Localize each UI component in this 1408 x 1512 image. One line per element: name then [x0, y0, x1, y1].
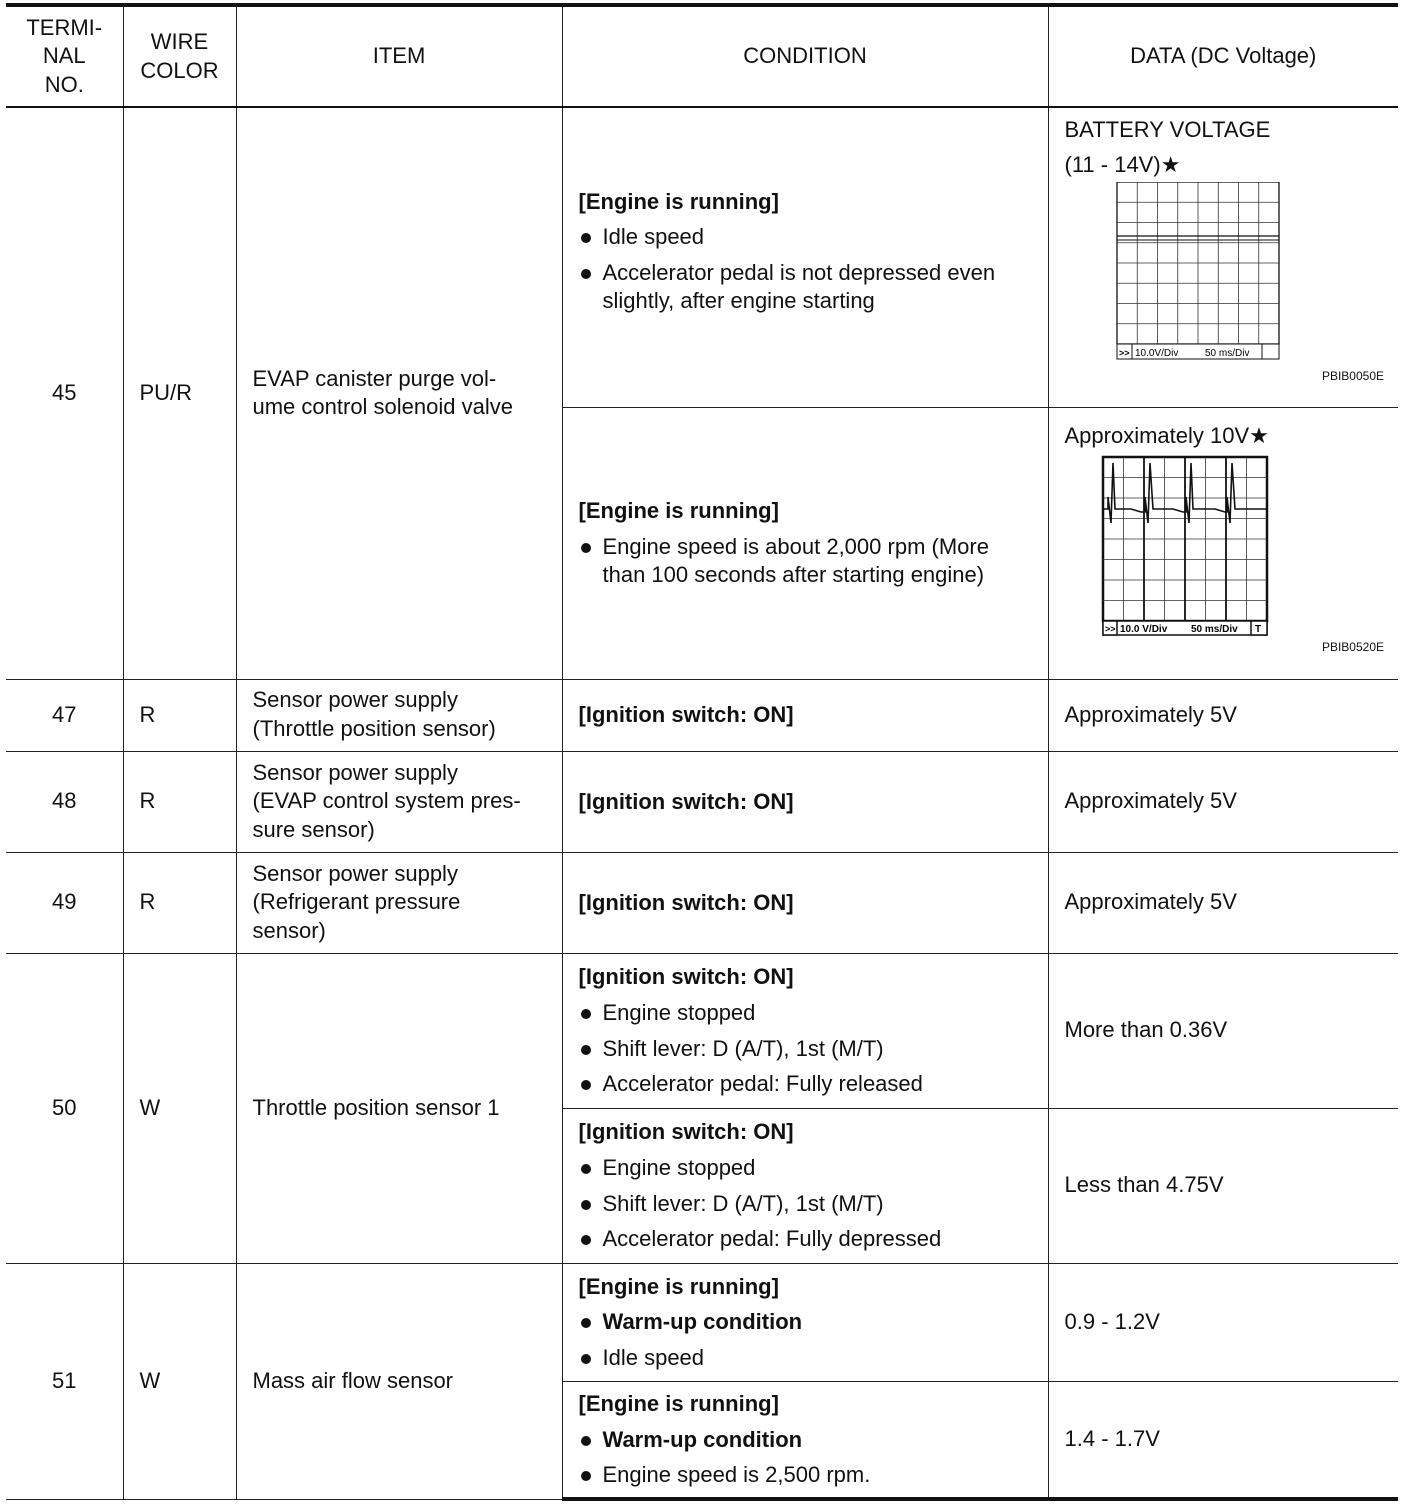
table-row-51a: [6, 1263, 1398, 1381]
condition-bullet: Warm-up condition: [579, 1308, 1034, 1337]
condition-cell: [562, 107, 1048, 407]
condition-cell: [562, 953, 1048, 1108]
condition-bullet: Idle speed: [579, 1344, 1034, 1373]
condition-bullet: Warm-up condition: [579, 1426, 1034, 1455]
star-icon: ★: [1160, 152, 1181, 178]
figure-code: PBIB0520E: [1321, 639, 1384, 654]
condition-cell: [562, 1381, 1048, 1499]
condition-title: [Engine is running]: [578, 1273, 779, 1299]
terminal-no: 50: [6, 953, 123, 1263]
condition-bullet: Engine speed is about 2,000 rpm (More than 100 seconds after starting engine): [579, 533, 1034, 590]
data-value: Approximately 5V: [1048, 751, 1398, 852]
data-cell: [1048, 407, 1398, 679]
item-name: Sensor power supply (Refrigerant pressure sensor): [236, 852, 562, 953]
data-cell: [1048, 107, 1398, 407]
table-row-48: [6, 751, 1398, 852]
condition-cell: [562, 751, 1048, 852]
header-item: ITEM: [236, 5, 562, 107]
bullet-icon: [581, 1471, 591, 1481]
scope-time-label: 50 ms/Div: [1190, 623, 1238, 635]
data-value-range: (11 - 14V): [1064, 152, 1161, 178]
data-value: Approximately 5V: [1048, 679, 1398, 751]
header-condition: CONDITION: [562, 5, 1048, 107]
oscilloscope-waveform-2: [1065, 453, 1395, 638]
condition-bullet: Accelerator pedal: Fully depressed: [579, 1225, 1034, 1254]
terminal-no: 45: [6, 107, 123, 679]
condition-cell: [562, 852, 1048, 953]
condition-bullet: Idle speed: [579, 223, 1034, 252]
item-name: Throttle position sensor 1: [236, 953, 562, 1263]
bullet-icon: [581, 543, 591, 553]
scope-time-label: 50 ms/Div: [1204, 348, 1249, 360]
wire-color: W: [123, 1263, 236, 1499]
data-value: 1.4 - 1.7V: [1048, 1381, 1398, 1499]
condition-bullet: Accelerator pedal is not depressed even slightly, after engine starting: [579, 259, 1034, 316]
scope-marker-label: >>: [1118, 348, 1130, 359]
condition-bullet: Engine stopped: [579, 1154, 1034, 1183]
bullet-icon: [581, 1436, 591, 1446]
bullet-icon: [581, 1318, 591, 1328]
figure-code: PBIB0050E: [1321, 369, 1384, 384]
condition-title: [Ignition switch: ON]: [578, 788, 794, 814]
item-name: Sensor power supply (Throttle position sensor): [236, 679, 562, 751]
condition-title: [Ignition switch: ON]: [578, 1119, 794, 1145]
bullet-icon: [581, 1354, 591, 1364]
condition-bullet: Engine stopped: [579, 999, 1034, 1028]
condition-title: [Ignition switch: ON]: [578, 702, 794, 728]
condition-bullet: Shift lever: D (A/T), 1st (M/T): [579, 1035, 1034, 1064]
condition-cell: [562, 407, 1048, 679]
condition-title: [Engine is running]: [578, 1390, 779, 1416]
data-value: BATTERY VOLTAGE: [1064, 117, 1271, 142]
star-icon: ★: [1249, 422, 1269, 448]
condition-cell: [562, 1263, 1048, 1381]
table-row-50a: [6, 953, 1398, 1108]
data-value: Less than 4.75V: [1048, 1108, 1398, 1263]
oscilloscope-waveform-1: [1065, 182, 1395, 367]
condition-bullet: Engine speed is 2,500 rpm.: [579, 1461, 1034, 1490]
item-name: Sensor power supply (EVAP control system pres- sure sensor): [236, 751, 562, 852]
wire-color: W: [123, 953, 236, 1263]
condition-title: [Ignition switch: ON]: [578, 964, 794, 990]
data-value: Approximately 5V: [1048, 852, 1398, 953]
terminal-no: 49: [6, 852, 123, 953]
bullet-icon: [581, 1045, 591, 1055]
condition-bullet: Accelerator pedal: Fully released: [579, 1070, 1034, 1099]
table-row-49: [6, 852, 1398, 953]
table-row-45a: [6, 107, 1398, 407]
bullet-icon: [581, 1164, 591, 1174]
bullet-icon: [581, 233, 591, 243]
data-value: Approximately 10V: [1064, 422, 1250, 448]
wire-color: R: [123, 852, 236, 953]
data-value: 0.9 - 1.2V: [1048, 1263, 1398, 1381]
condition-title: [Engine is running]: [578, 188, 779, 214]
bullet-icon: [581, 1080, 591, 1090]
scope-trigger-label: T: [1254, 623, 1261, 635]
table-row-47: [6, 679, 1398, 751]
condition-cell: [562, 679, 1048, 751]
header-data: DATA (DC Voltage): [1048, 5, 1398, 107]
terminal-no: 47: [6, 679, 123, 751]
item-name: Mass air flow sensor: [236, 1263, 562, 1499]
bullet-icon: [581, 1235, 591, 1245]
condition-bullet: Shift lever: D (A/T), 1st (M/T): [579, 1190, 1034, 1219]
wire-color: R: [123, 679, 236, 751]
scope-marker-label: >>: [1104, 623, 1116, 634]
condition-title: [Engine is running]: [578, 498, 779, 524]
data-value: More than 0.36V: [1048, 953, 1398, 1108]
header-wire-color: WIRE COLOR: [123, 5, 236, 107]
bullet-icon: [581, 1200, 591, 1210]
bullet-icon: [581, 269, 591, 279]
wire-color: PU/R: [123, 107, 236, 679]
item-name: EVAP canister purge vol- ume control solenoid valve: [236, 107, 562, 679]
header-terminal-no: TERMI- NAL NO.: [6, 5, 123, 107]
condition-title: [Ignition switch: ON]: [578, 889, 794, 915]
bullet-icon: [581, 1009, 591, 1019]
scope-volts-label: 10.0 V/Div: [1119, 623, 1167, 635]
terminal-spec-table: [6, 3, 1398, 1501]
terminal-no: 51: [6, 1263, 123, 1499]
header-row: [6, 5, 1398, 107]
terminal-no: 48: [6, 751, 123, 852]
wire-color: R: [123, 751, 236, 852]
scope-volts-label: 10.0V/Div: [1134, 348, 1178, 360]
condition-cell: [562, 1108, 1048, 1263]
